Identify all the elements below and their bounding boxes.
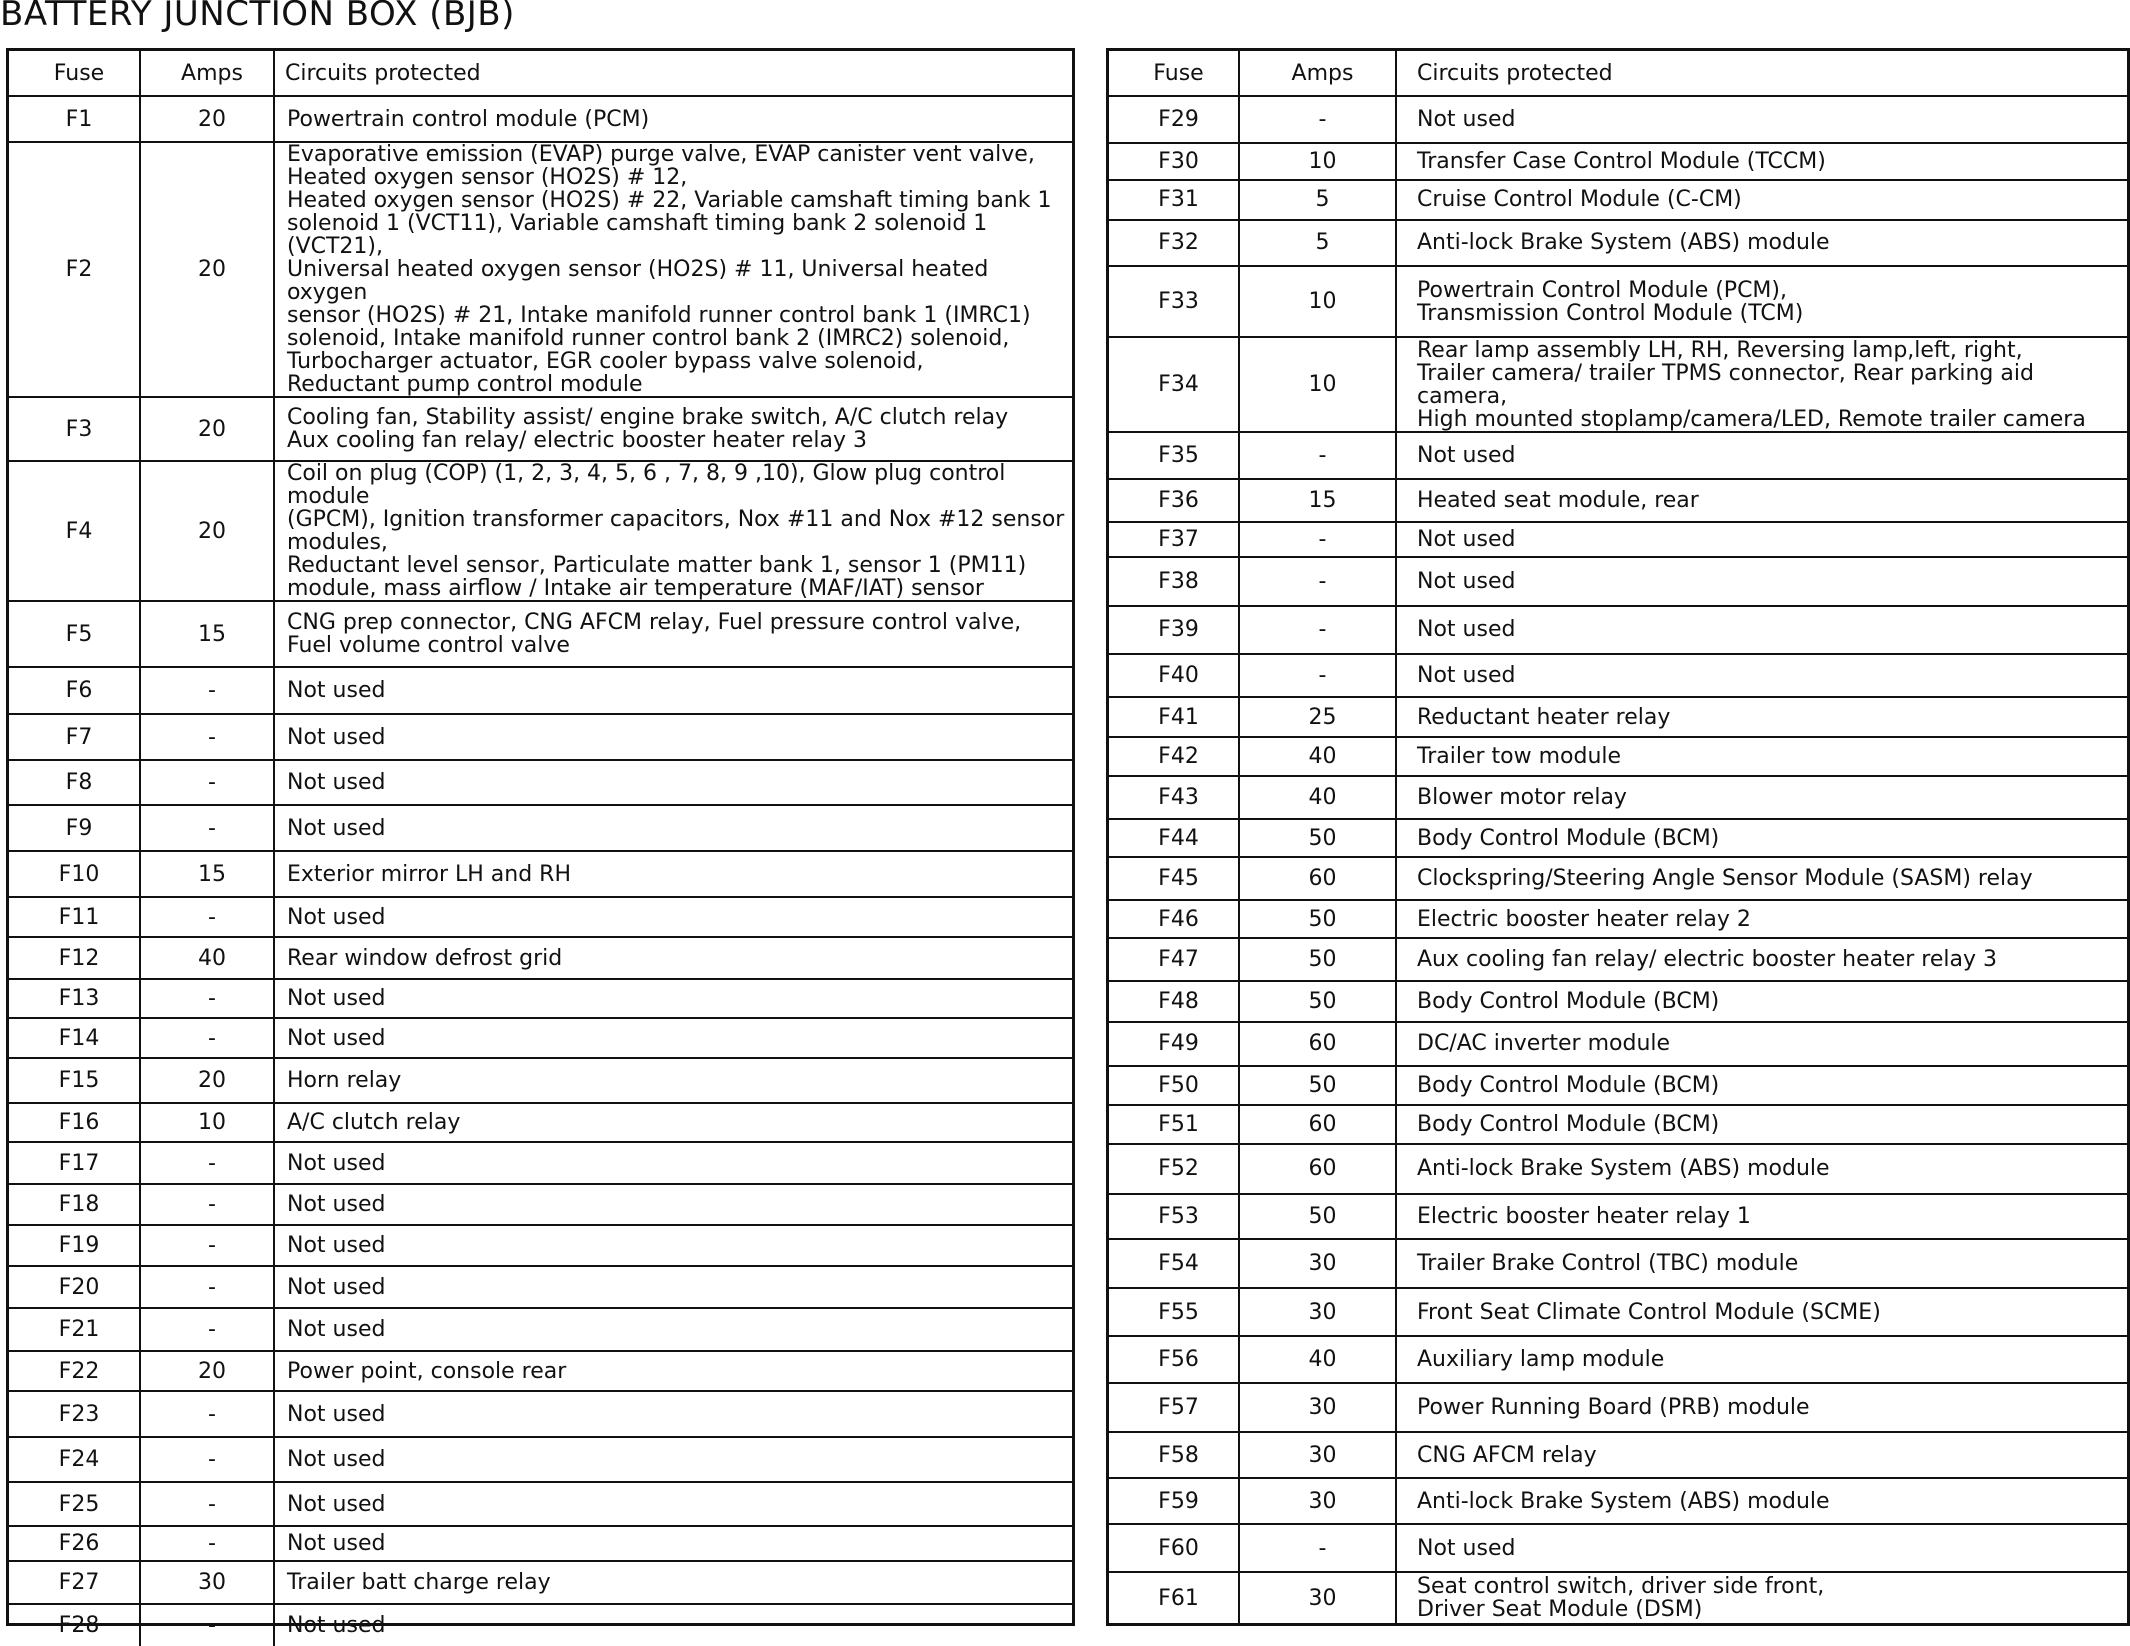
fuse-cell: F26: [9, 1526, 140, 1561]
amps-cell: 10: [1239, 266, 1396, 337]
table-row: [1109, 981, 2127, 1022]
circuits-cell: Trailer Brake Control (TBC) module: [1396, 1239, 2127, 1289]
amps-cell: 30: [1239, 1572, 1396, 1623]
amps-cell: 10: [1239, 337, 1396, 432]
circuits-cell: Not used: [274, 1604, 1072, 1646]
circuits-cell: Electric booster heater relay 2: [1396, 900, 2127, 937]
fuse-cell: F24: [9, 1437, 140, 1482]
table-row: [9, 1526, 1072, 1561]
fuse-cell: F55: [1109, 1288, 1239, 1336]
fuse-cell: F16: [9, 1103, 140, 1142]
amps-cell: -: [1239, 522, 1396, 557]
circuits-cell: Not used: [1396, 654, 2127, 697]
circuits-cell: Cooling fan, Stability assist/ engine brake switch, A/C clutch relay Aux cooling fan relay/ electric booster heater relay 3: [274, 397, 1072, 461]
circuits-cell: Not used: [274, 1142, 1072, 1184]
fuse-cell: F18: [9, 1184, 140, 1225]
circuits-cell: CNG prep connector, CNG AFCM relay, Fuel pressure control valve, Fuel volume control valve: [274, 601, 1072, 667]
amps-cell: 40: [1239, 737, 1396, 776]
header-fuse: Fuse: [1109, 51, 1239, 96]
table-row: [1109, 606, 2127, 655]
table-row: [9, 714, 1072, 760]
circuits-cell: Not used: [1396, 522, 2127, 557]
table-row: [1109, 1288, 2127, 1336]
fuse-cell: F2: [9, 142, 140, 397]
amps-cell: 20: [140, 397, 274, 461]
table-row: [9, 1561, 1072, 1604]
circuits-cell: Anti-lock Brake System (ABS) module: [1396, 220, 2127, 267]
circuits-cell: Rear lamp assembly LH, RH, Reversing lamp,left, right, Trailer camera/ trailer TPMS connector, Rear parking aid camera, High mounted stoplamp/camera/LED, Remote trailer camera: [1396, 337, 2127, 432]
fuse-cell: F5: [9, 601, 140, 667]
circuits-cell: Not used: [274, 1266, 1072, 1308]
fuse-cell: F47: [1109, 938, 1239, 982]
amps-cell: 20: [140, 1058, 274, 1103]
circuits-cell: Powertrain Control Module (PCM), Transmission Control Module (TCM): [1396, 266, 2127, 337]
table-row: [1109, 857, 2127, 901]
fuse-cell: F17: [9, 1142, 140, 1184]
amps-cell: -: [140, 714, 274, 760]
amps-cell: -: [1239, 96, 1396, 143]
circuits-cell: Not used: [274, 979, 1072, 1018]
amps-cell: -: [140, 1142, 274, 1184]
table-row: [1109, 1144, 2127, 1195]
circuits-cell: Auxiliary lamp module: [1396, 1336, 2127, 1383]
fuse-cell: F9: [9, 805, 140, 851]
amps-cell: 15: [140, 851, 274, 897]
fuse-cell: F27: [9, 1561, 140, 1604]
circuits-cell: Anti-lock Brake System (ABS) module: [1396, 1144, 2127, 1195]
circuits-cell: Not used: [274, 1482, 1072, 1526]
circuits-cell: Not used: [1396, 606, 2127, 655]
circuits-cell: Powertrain control module (PCM): [274, 96, 1072, 142]
amps-cell: 50: [1239, 900, 1396, 937]
fuse-cell: F59: [1109, 1478, 1239, 1525]
fuse-cell: F58: [1109, 1432, 1239, 1478]
table-row: [9, 760, 1072, 805]
circuits-cell: Not used: [274, 1437, 1072, 1482]
table-row: [9, 96, 1072, 142]
amps-cell: 30: [1239, 1383, 1396, 1433]
table-row: [1109, 654, 2127, 697]
fuse-cell: F23: [9, 1391, 140, 1437]
amps-cell: -: [1239, 557, 1396, 606]
table-row: [1109, 557, 2127, 606]
table-row: [1109, 737, 2127, 776]
amps-cell: 10: [140, 1103, 274, 1142]
amps-cell: -: [140, 667, 274, 714]
circuits-cell: Blower motor relay: [1396, 776, 2127, 820]
fuse-cell: F19: [9, 1225, 140, 1266]
table-row: [9, 1351, 1072, 1391]
fuse-cell: F15: [9, 1058, 140, 1103]
fuse-cell: F52: [1109, 1144, 1239, 1195]
amps-cell: 60: [1239, 1022, 1396, 1066]
fuse-cell: F44: [1109, 819, 1239, 856]
fuse-cell: F60: [1109, 1524, 1239, 1572]
page-title: BATTERY JUNCTION BOX (BJB): [0, 0, 515, 34]
circuits-cell: Clockspring/Steering Angle Sensor Module (SASM) relay: [1396, 857, 2127, 901]
fuse-cell: F22: [9, 1351, 140, 1391]
fuse-cell: F29: [1109, 96, 1239, 143]
fuse-cell: F13: [9, 979, 140, 1018]
table-row: [1109, 1478, 2127, 1525]
fuse-cell: F40: [1109, 654, 1239, 697]
table-row: [9, 1482, 1072, 1526]
table-row: [1109, 266, 2127, 337]
table-row: [9, 1391, 1072, 1437]
fuse-cell: F21: [9, 1308, 140, 1351]
circuits-cell: Trailer tow module: [1396, 737, 2127, 776]
fuse-table: [1109, 51, 2127, 1623]
amps-cell: 5: [1239, 220, 1396, 267]
table-row: [1109, 697, 2127, 738]
circuits-cell: Power point, console rear: [274, 1351, 1072, 1391]
amps-cell: -: [1239, 432, 1396, 479]
fuse-cell: F7: [9, 714, 140, 760]
fuse-cell: F34: [1109, 337, 1239, 432]
table-row: [9, 397, 1072, 461]
fuse-rows-left: [9, 96, 1072, 1646]
circuits-cell: Electric booster heater relay 1: [1396, 1194, 2127, 1239]
fuse-cell: F4: [9, 461, 140, 601]
fuse-cell: F31: [1109, 180, 1239, 220]
circuits-cell: Not used: [274, 1526, 1072, 1561]
fuse-table: [9, 51, 1072, 1646]
table-row: [9, 1225, 1072, 1266]
circuits-cell: Body Control Module (BCM): [1396, 1066, 2127, 1106]
table-row: [9, 142, 1072, 397]
fuse-table-right: [1106, 48, 2130, 1626]
table-header-row: [1109, 51, 2127, 96]
amps-cell: 15: [1239, 479, 1396, 522]
circuits-cell: Not used: [274, 1184, 1072, 1225]
header-circuits: Circuits protected: [274, 51, 1072, 96]
amps-cell: -: [1239, 606, 1396, 655]
amps-cell: -: [140, 1526, 274, 1561]
fuse-cell: F37: [1109, 522, 1239, 557]
table-row: [1109, 337, 2127, 432]
amps-cell: -: [140, 1308, 274, 1351]
circuits-cell: Horn relay: [274, 1058, 1072, 1103]
fuse-cell: F8: [9, 760, 140, 805]
table-row: [9, 1058, 1072, 1103]
amps-cell: 30: [1239, 1288, 1396, 1336]
header-amps: Amps: [140, 51, 274, 96]
fuse-cell: F38: [1109, 557, 1239, 606]
table-row: [9, 805, 1072, 851]
amps-cell: -: [140, 1184, 274, 1225]
circuits-cell: Body Control Module (BCM): [1396, 819, 2127, 856]
circuits-cell: Power Running Board (PRB) module: [1396, 1383, 2127, 1433]
amps-cell: -: [140, 1266, 274, 1308]
table-row: [9, 667, 1072, 714]
fuse-cell: F12: [9, 937, 140, 979]
amps-cell: -: [140, 1391, 274, 1437]
fuse-cell: F39: [1109, 606, 1239, 655]
table-row: [1109, 1105, 2127, 1144]
fuse-cell: F33: [1109, 266, 1239, 337]
amps-cell: -: [140, 805, 274, 851]
fuse-cell: F56: [1109, 1336, 1239, 1383]
table-row: [9, 1018, 1072, 1058]
amps-cell: 50: [1239, 938, 1396, 982]
table-row: [9, 897, 1072, 937]
circuits-cell: Rear window defrost grid: [274, 937, 1072, 979]
fuse-cell: F20: [9, 1266, 140, 1308]
fuse-cell: F32: [1109, 220, 1239, 267]
amps-cell: -: [140, 979, 274, 1018]
circuits-cell: Reductant heater relay: [1396, 697, 2127, 738]
circuits-cell: Not used: [1396, 557, 2127, 606]
circuits-cell: Not used: [274, 1018, 1072, 1058]
amps-cell: 15: [140, 601, 274, 667]
fuse-cell: F45: [1109, 857, 1239, 901]
table-row: [1109, 1194, 2127, 1239]
circuits-cell: Trailer batt charge relay: [274, 1561, 1072, 1604]
fuse-cell: F54: [1109, 1239, 1239, 1289]
table-row: [1109, 1432, 2127, 1478]
fuse-cell: F41: [1109, 697, 1239, 738]
fuse-cell: F1: [9, 96, 140, 142]
fuse-cell: F3: [9, 397, 140, 461]
amps-cell: 40: [1239, 776, 1396, 820]
table-row: [9, 601, 1072, 667]
circuits-cell: Transfer Case Control Module (TCCM): [1396, 143, 2127, 180]
circuits-cell: Evaporative emission (EVAP) purge valve, EVAP canister vent valve, Heated oxygen sensor (HO2S) # 12, Heated oxygen sensor (HO2S) # 22, Variable camshaft timing bank 1 solenoid 1 (VCT11), Variable camshaft timing bank 2 solenoid 1 (VCT21), Universal heated oxygen sensor (HO2S) # 11, Universal heated oxygen sensor (HO2S) # 21, Intake manifold runner control bank 1 (IMRC1) solenoid, Intake manifold runner control bank 2 (IMRC2) solenoid, Turbocharger actuator, EGR cooler bypass valve solenoid, Reductant pump control module: [274, 142, 1072, 397]
amps-cell: 40: [140, 937, 274, 979]
circuits-cell: Seat control switch, driver side front, Driver Seat Module (DSM): [1396, 1572, 2127, 1623]
circuits-cell: Not used: [1396, 1524, 2127, 1572]
circuits-cell: Body Control Module (BCM): [1396, 1105, 2127, 1144]
amps-cell: -: [140, 897, 274, 937]
circuits-cell: Not used: [274, 1225, 1072, 1266]
circuits-cell: Body Control Module (BCM): [1396, 981, 2127, 1022]
circuits-cell: Not used: [274, 897, 1072, 937]
fuse-cell: F28: [9, 1604, 140, 1646]
amps-cell: 20: [140, 1351, 274, 1391]
table-row: [9, 1437, 1072, 1482]
circuits-cell: Not used: [274, 667, 1072, 714]
table-row: [1109, 1524, 2127, 1572]
table-row: [1109, 1022, 2127, 1066]
fuse-cell: F42: [1109, 737, 1239, 776]
circuits-cell: Exterior mirror LH and RH: [274, 851, 1072, 897]
amps-cell: 50: [1239, 1066, 1396, 1106]
table-row: [9, 1142, 1072, 1184]
circuits-cell: Not used: [274, 1308, 1072, 1351]
circuits-cell: Coil on plug (COP) (1, 2, 3, 4, 5, 6 , 7, 8, 9 ,10), Glow plug control module (GPCM), Ignition transformer capacitors, Nox #11 and Nox #12 sensor modules, Reductant level sensor, Particulate matter bank 1, sensor 1 (PM11) module, mass airflow / Intake air temperature (MAF/IAT) sensor: [274, 461, 1072, 601]
circuits-cell: Not used: [274, 714, 1072, 760]
table-row: [9, 1184, 1072, 1225]
amps-cell: 5: [1239, 180, 1396, 220]
amps-cell: -: [140, 1604, 274, 1646]
table-row: [1109, 776, 2127, 820]
circuits-cell: Heated seat module, rear: [1396, 479, 2127, 522]
table-row: [1109, 938, 2127, 982]
fuse-cell: F51: [1109, 1105, 1239, 1144]
fuse-cell: F25: [9, 1482, 140, 1526]
amps-cell: -: [140, 1018, 274, 1058]
table-row: [9, 1604, 1072, 1646]
circuits-cell: Anti-lock Brake System (ABS) module: [1396, 1478, 2127, 1525]
amps-cell: 20: [140, 142, 274, 397]
table-row: [9, 979, 1072, 1018]
amps-cell: 50: [1239, 981, 1396, 1022]
circuits-cell: Not used: [1396, 96, 2127, 143]
circuits-cell: Aux cooling fan relay/ electric booster heater relay 3: [1396, 938, 2127, 982]
table-row: [1109, 432, 2127, 479]
table-row: [9, 461, 1072, 601]
table-row: [1109, 143, 2127, 180]
header-fuse: Fuse: [9, 51, 140, 96]
amps-cell: -: [1239, 1524, 1396, 1572]
table-row: [1109, 220, 2127, 267]
table-row: [9, 1103, 1072, 1142]
table-row: [1109, 1066, 2127, 1106]
table-row: [1109, 1336, 2127, 1383]
fuse-cell: F48: [1109, 981, 1239, 1022]
amps-cell: -: [1239, 654, 1396, 697]
table-row: [1109, 479, 2127, 522]
amps-cell: 60: [1239, 1105, 1396, 1144]
fuse-cell: F50: [1109, 1066, 1239, 1106]
fuse-cell: F30: [1109, 143, 1239, 180]
amps-cell: 50: [1239, 819, 1396, 856]
amps-cell: 60: [1239, 1144, 1396, 1195]
table-row: [1109, 522, 2127, 557]
circuits-cell: Cruise Control Module (C-CM): [1396, 180, 2127, 220]
circuits-cell: CNG AFCM relay: [1396, 1432, 2127, 1478]
circuits-cell: Not used: [1396, 432, 2127, 479]
fuse-cell: F61: [1109, 1572, 1239, 1623]
amps-cell: 25: [1239, 697, 1396, 738]
circuits-cell: A/C clutch relay: [274, 1103, 1072, 1142]
fuse-cell: F46: [1109, 900, 1239, 937]
circuits-cell: Front Seat Climate Control Module (SCME): [1396, 1288, 2127, 1336]
fuse-table-left: [6, 48, 1075, 1638]
table-row: [1109, 96, 2127, 143]
amps-cell: -: [140, 760, 274, 805]
circuits-cell: DC/AC inverter module: [1396, 1022, 2127, 1066]
amps-cell: 30: [140, 1561, 274, 1604]
fuse-cell: F10: [9, 851, 140, 897]
amps-cell: -: [140, 1225, 274, 1266]
amps-cell: -: [140, 1437, 274, 1482]
table-row: [1109, 819, 2127, 856]
circuits-cell: Not used: [274, 805, 1072, 851]
circuits-cell: Not used: [274, 760, 1072, 805]
fuse-rows-right: [1109, 96, 2127, 1623]
table-header-row: [9, 51, 1072, 96]
amps-cell: 50: [1239, 1194, 1396, 1239]
fuse-cell: F53: [1109, 1194, 1239, 1239]
table-row: [9, 937, 1072, 979]
fuse-cell: F11: [9, 897, 140, 937]
header-circuits: Circuits protected: [1396, 51, 2127, 96]
amps-cell: 20: [140, 461, 274, 601]
table-row: [1109, 1383, 2127, 1433]
amps-cell: 20: [140, 96, 274, 142]
table-row: [1109, 900, 2127, 937]
fuse-cell: F14: [9, 1018, 140, 1058]
table-row: [1109, 180, 2127, 220]
table-row: [9, 1308, 1072, 1351]
circuits-cell: Not used: [274, 1391, 1072, 1437]
table-row: [9, 851, 1072, 897]
fuse-cell: F36: [1109, 479, 1239, 522]
table-row: [1109, 1572, 2127, 1623]
table-row: [1109, 1239, 2127, 1289]
fuse-cell: F35: [1109, 432, 1239, 479]
header-amps: Amps: [1239, 51, 1396, 96]
amps-cell: 40: [1239, 1336, 1396, 1383]
amps-cell: -: [140, 1482, 274, 1526]
amps-cell: 60: [1239, 857, 1396, 901]
amps-cell: 30: [1239, 1239, 1396, 1289]
table-row: [9, 1266, 1072, 1308]
fuse-cell: F6: [9, 667, 140, 714]
amps-cell: 10: [1239, 143, 1396, 180]
fuse-cell: F57: [1109, 1383, 1239, 1433]
fuse-cell: F49: [1109, 1022, 1239, 1066]
fuse-cell: F43: [1109, 776, 1239, 820]
amps-cell: 30: [1239, 1432, 1396, 1478]
amps-cell: 30: [1239, 1478, 1396, 1525]
